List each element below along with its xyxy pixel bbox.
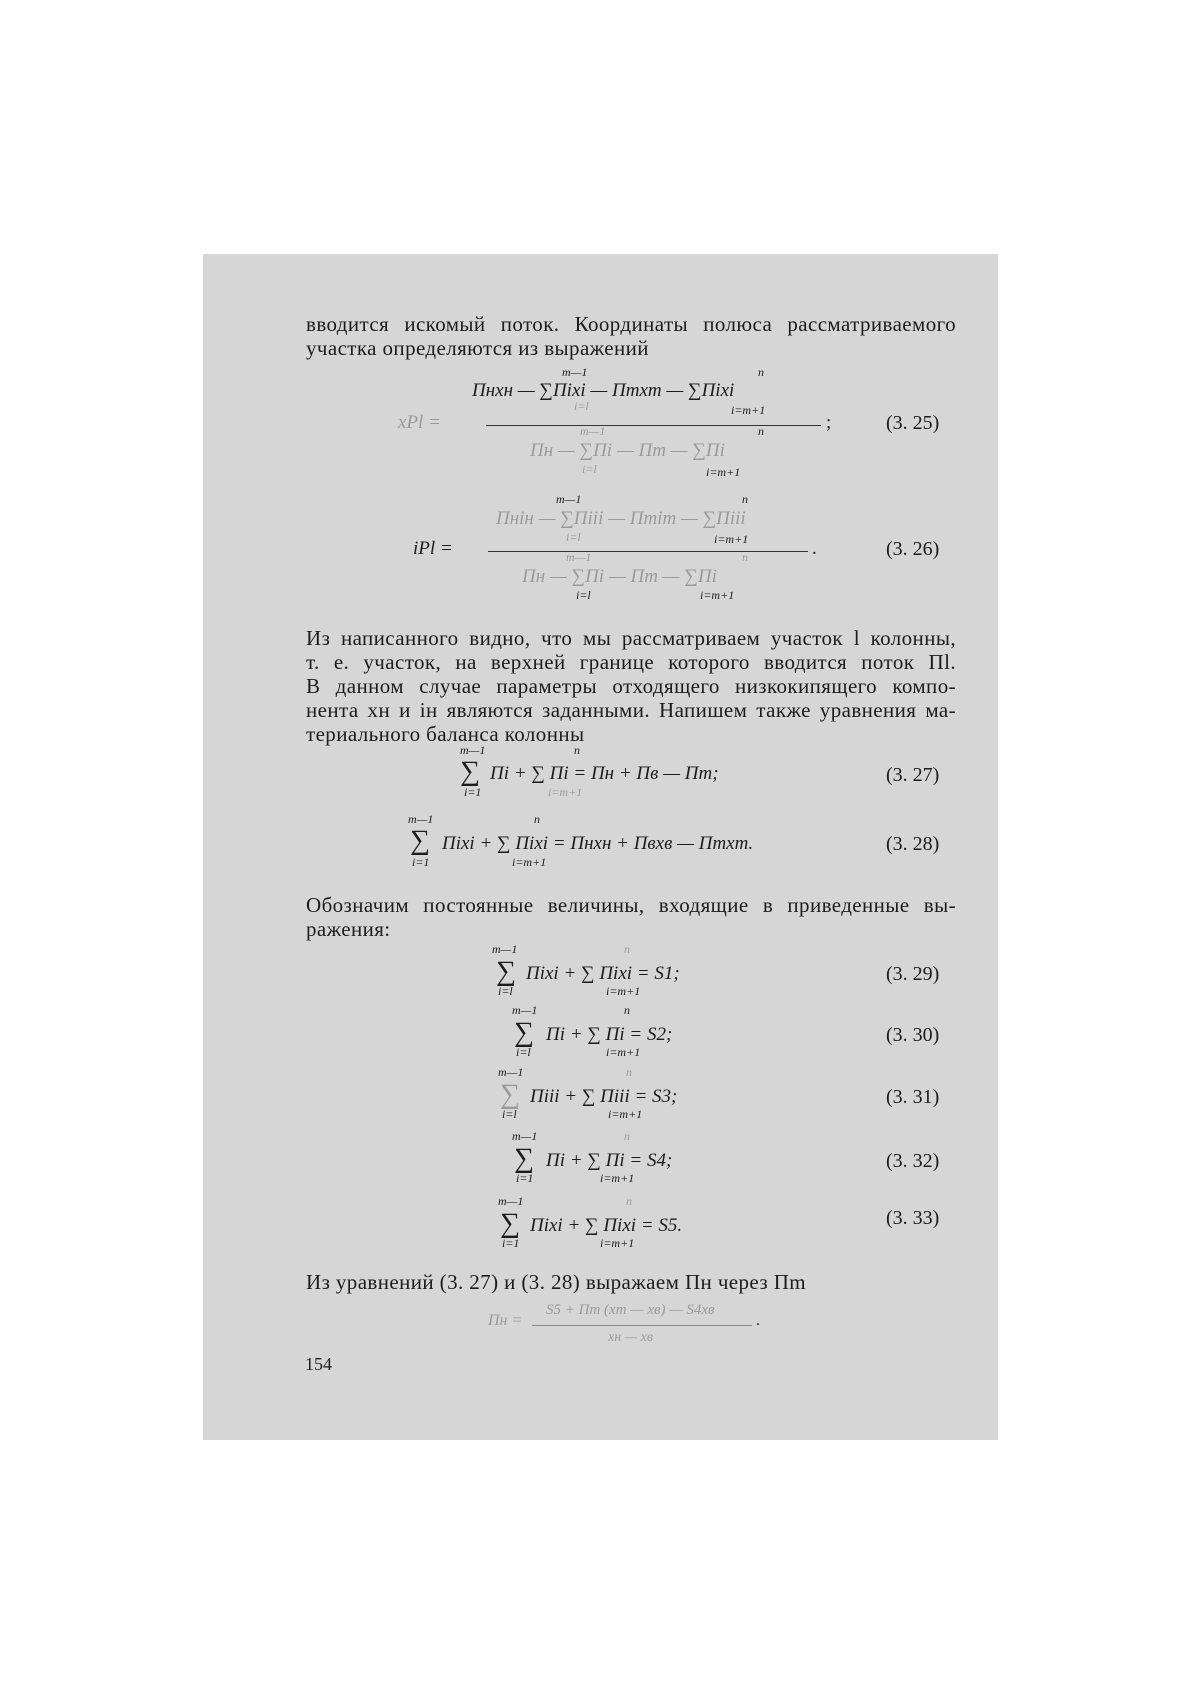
equation-body: Пi + ∑ Пi = Пн + Пв — Пm; xyxy=(490,763,719,784)
limit: i=m+1 xyxy=(600,1236,635,1250)
text-line: вводится искомый поток. Координаты полюса рассматриваемого xyxy=(306,312,956,336)
sigma: ∑ xyxy=(500,1208,520,1239)
equation-body: Пixi + ∑ Пixi = S5. xyxy=(530,1215,683,1236)
sigma: ∑ xyxy=(500,1079,520,1110)
text-line: териального баланса колонны xyxy=(306,722,585,746)
limit: m—1 xyxy=(498,1065,524,1079)
limit: i=1 xyxy=(412,855,430,869)
limit: i=m+1 xyxy=(700,588,735,602)
punctuation: ; xyxy=(826,412,832,433)
numerator: S5 + Пm (xm — xв) — S4xв xyxy=(546,1302,715,1318)
sigma: ∑ xyxy=(460,756,480,787)
limit: n xyxy=(742,550,748,564)
equation-body: Пi + ∑ Пi = S4; xyxy=(546,1150,673,1171)
limit: m—1 xyxy=(512,1129,538,1143)
lhs: Пн = xyxy=(488,1312,523,1329)
fraction-bar xyxy=(532,1325,752,1326)
limit: n xyxy=(624,942,630,956)
paragraph-notation xyxy=(306,893,956,941)
sigma: ∑ xyxy=(514,1143,534,1174)
denominator: Пн — ∑Пi — Пm — ∑Пi xyxy=(530,440,725,461)
limit: m—1 xyxy=(556,492,582,506)
limit: i=l xyxy=(502,1107,517,1121)
limit: i=m+1 xyxy=(600,1171,635,1185)
equation-number: (3. 25) xyxy=(886,412,940,434)
limit: i=m+1 xyxy=(512,855,547,869)
limit: i=m+1 xyxy=(606,984,641,998)
limit: i=l xyxy=(516,1045,531,1059)
limit: n xyxy=(758,424,764,438)
limit: n xyxy=(626,1065,632,1079)
limit: n xyxy=(624,1129,630,1143)
sigma: ∑ xyxy=(514,1017,534,1048)
text-line: т. е. участок, на верхней границе которого вводится поток Пl. xyxy=(306,650,956,674)
equation-number: (3. 27) xyxy=(886,764,940,786)
text-line: В данном случае параметры отходящего низкокипящего компо- xyxy=(306,674,956,698)
limit: i=1 xyxy=(502,1236,520,1250)
text-line: участка определяются из выражений xyxy=(306,336,649,360)
limit: i=l xyxy=(498,984,513,998)
equation-number: (3. 28) xyxy=(886,833,940,855)
denominator: Пн — ∑Пi — Пm — ∑Пi xyxy=(522,566,717,587)
limit: i=m+1 xyxy=(731,403,766,417)
limit: i=m+1 xyxy=(548,785,583,799)
equation-number: (3. 26) xyxy=(886,538,940,560)
limit: i=m+1 xyxy=(714,532,749,546)
fraction-bar xyxy=(486,425,821,426)
limit: n xyxy=(574,743,580,757)
limit: m—1 xyxy=(408,812,434,826)
page-number: 154 xyxy=(305,1354,332,1374)
limit: m—1 xyxy=(492,942,518,956)
limit: i=1 xyxy=(516,1171,534,1185)
limit: i=l xyxy=(574,399,589,413)
limit: n xyxy=(758,365,764,379)
limit: i=1 xyxy=(464,785,482,799)
limit: i=m+1 xyxy=(608,1107,643,1121)
limit: i=l xyxy=(566,530,581,544)
punctuation: . xyxy=(756,1312,760,1329)
text-line: Из написанного видно, что мы рассматриваем участок l колонны, xyxy=(306,626,956,650)
limit: n xyxy=(742,492,748,506)
fraction-bar xyxy=(488,551,808,552)
equation-body: Пiii + ∑ Пiii = S3; xyxy=(530,1086,678,1107)
equation-number: (3. 30) xyxy=(886,1024,940,1046)
limit: i=l xyxy=(582,462,597,476)
limit: n xyxy=(534,812,540,826)
limit: i=l xyxy=(576,588,591,602)
text-line: нента xн и iн являются заданными. Напишем также уравнения ма- xyxy=(306,698,956,722)
equation-number: (3. 33) xyxy=(886,1207,940,1229)
limit: m—1 xyxy=(580,424,606,438)
text-line: Из уравнений (3. 27) и (3. 28) выражаем Пн через Пm xyxy=(306,1270,807,1294)
limit: m—1 xyxy=(562,365,588,379)
paragraph-intro xyxy=(306,312,956,360)
limit: m—1 xyxy=(512,1003,538,1017)
numerator: Пнiн — ∑Пiii — Пmim — ∑Пiii xyxy=(496,508,746,529)
text-line: Обозначим постоянные величины, входящие в приведенные вы- xyxy=(306,893,956,917)
numerator: Пнxн — ∑Пixi — Пmxm — ∑Пixi xyxy=(472,380,735,401)
equation-number: (3. 31) xyxy=(886,1086,940,1108)
paragraph-section xyxy=(306,626,956,746)
equation-body: Пixi + ∑ Пixi = S1; xyxy=(526,963,680,984)
limit: n xyxy=(626,1194,632,1208)
limit: i=m+1 xyxy=(706,465,741,479)
sigma: ∑ xyxy=(496,956,516,987)
limit: n xyxy=(624,1003,630,1017)
equation-body: Пi + ∑ Пi = S2; xyxy=(546,1024,673,1045)
equation-number: (3. 29) xyxy=(886,963,940,985)
limit: m—1 xyxy=(566,550,592,564)
limit: m—1 xyxy=(460,743,486,757)
limit: m—1 xyxy=(498,1194,524,1208)
punctuation: . xyxy=(812,538,817,559)
denominator: xн — xв xyxy=(608,1330,653,1345)
lhs: xPl = xyxy=(398,412,441,433)
limit: i=m+1 xyxy=(606,1045,641,1059)
sigma: ∑ xyxy=(410,825,430,856)
text-line: ражения: xyxy=(306,917,391,941)
paragraph-derivation xyxy=(306,1270,846,1294)
equation-body: Пixi + ∑ Пixi = Пнxн + Пвxв — Пmxm. xyxy=(442,833,754,854)
equation-number: (3. 32) xyxy=(886,1150,940,1172)
lhs: iPl = xyxy=(413,538,453,559)
